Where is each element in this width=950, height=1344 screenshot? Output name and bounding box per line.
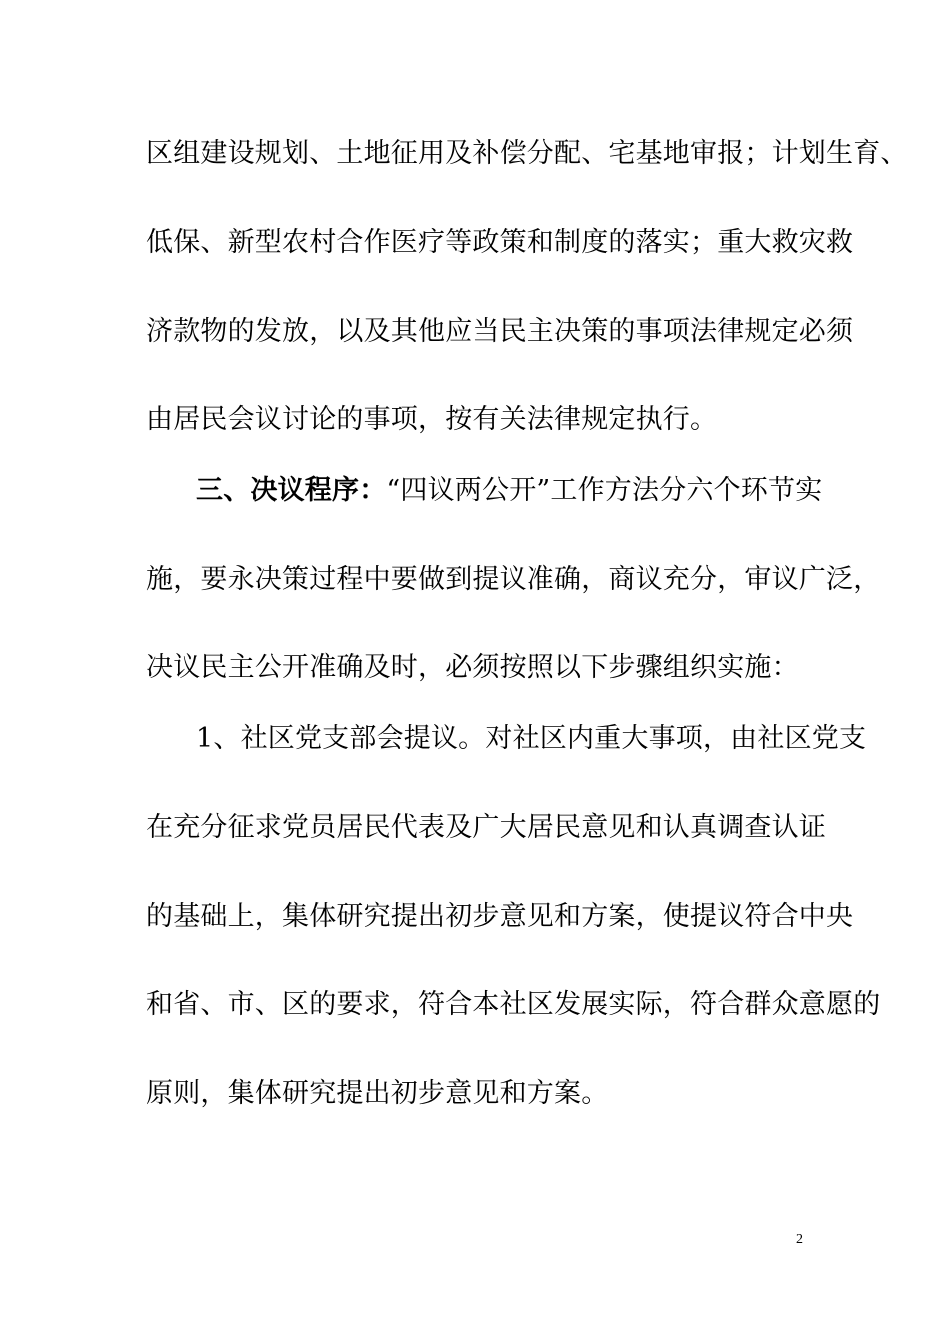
paragraph-line: 和省、市、区的要求，符合本社区发展实际，符合群众意愿的	[146, 989, 881, 1020]
paragraph-line: 的基础上，集体研究提出初步意见和方案，使提议符合中央	[146, 901, 854, 932]
section-heading-text: “四议两公开”工作方法分六个环节实	[386, 475, 823, 506]
paragraph-line: 施，要永决策过程中要做到提议准确，商议充分，审议广泛，	[146, 564, 881, 595]
paragraph-line: 低保、新型农村合作医疗等政策和制度的落实；重大救灾救	[146, 227, 854, 258]
page-number: 2	[796, 1232, 803, 1247]
paragraph-line: 区组建设规划、土地征用及补偿分配、宅基地审报；计划生育、	[146, 138, 908, 169]
paragraph-line: 济款物的发放，以及其他应当民主决策的事项法律规定必须	[146, 316, 854, 347]
section-heading-line	[196, 475, 876, 507]
paragraph-line: 原则，集体研究提出初步意见和方案。	[146, 1078, 609, 1109]
paragraph-line: 决议民主公开准确及时，必须按照以下步骤组织实施：	[146, 652, 799, 683]
paragraph-line: 由居民会议讨论的事项，按有关法律规定执行。	[146, 404, 718, 435]
list-item-first-line: 1、社区党支部会提议。对社区内重大事项，由社区党支	[196, 723, 867, 754]
paragraph-line: 在充分征求党员居民代表及广大居民意见和认真调查认证	[146, 812, 826, 843]
section-heading: 三、决议程序：	[196, 475, 387, 506]
